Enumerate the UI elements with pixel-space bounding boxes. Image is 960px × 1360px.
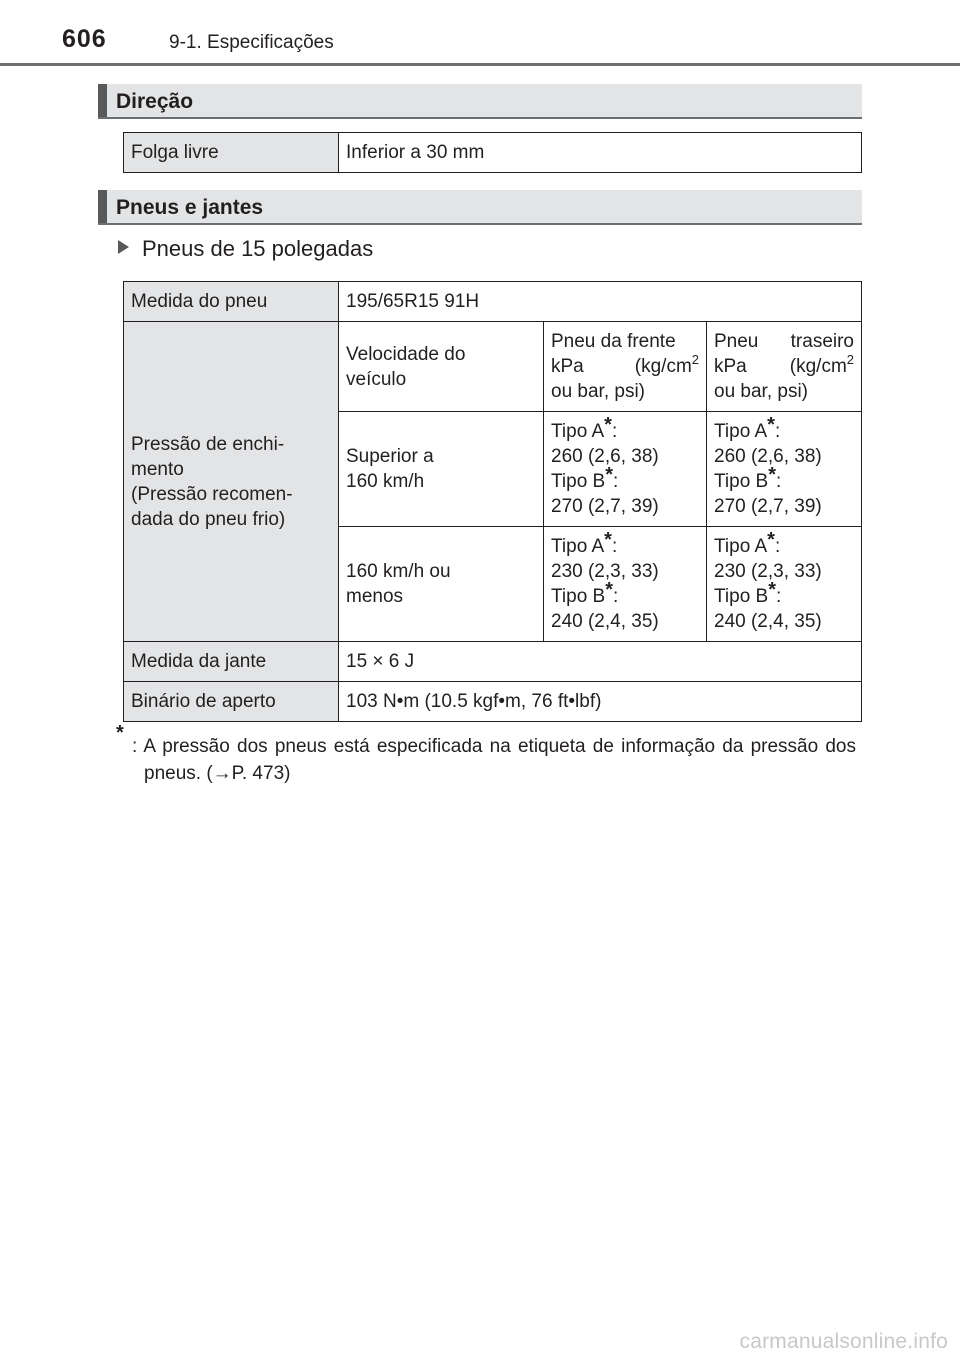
asterisk: * xyxy=(768,579,777,601)
table-row xyxy=(124,133,862,173)
asterisk: * xyxy=(767,414,775,436)
free-play-label: Folga livre xyxy=(124,133,339,173)
colon: : xyxy=(613,471,619,492)
rear-header-word: Pneu xyxy=(714,331,759,352)
front-header-unit-line xyxy=(551,354,699,379)
type-a-label xyxy=(714,414,854,444)
colon: : xyxy=(774,421,781,442)
front-tire-header xyxy=(544,322,707,412)
rear-pressure-high xyxy=(707,412,862,527)
tire-size-value: 195/65R15 91H xyxy=(339,282,862,322)
front-header-line: Pneu da frente xyxy=(551,331,676,352)
pressure-value: 230 (2,3, 33) xyxy=(551,561,659,582)
type-text: Tipo A xyxy=(714,536,768,557)
colon: : xyxy=(774,536,781,557)
triangle-bullet-icon xyxy=(118,240,129,254)
pressure-value: 270 (2,7, 39) xyxy=(714,496,822,517)
tyres-table xyxy=(123,281,862,722)
table-row xyxy=(124,642,862,682)
rear-header-line: ou bar, psi) xyxy=(714,381,808,402)
type-b-label xyxy=(551,464,699,494)
colon: : xyxy=(776,586,782,607)
footnote: * : A pressão dos pneus está especificada na etiqueta de informação da pressão dos pneus. (→P. 473) xyxy=(116,733,856,787)
type-text: Tipo B xyxy=(551,586,606,607)
type-b-label xyxy=(714,579,854,609)
colon: : xyxy=(611,421,618,442)
torque-value: 103 N•m (10.5 kgf•m, 76 ft•lbf) xyxy=(339,682,862,722)
speed-header xyxy=(339,322,544,412)
asterisk: * xyxy=(604,414,612,436)
section-path: 9-1. Especificações xyxy=(169,32,334,53)
rear-pressure-low xyxy=(707,527,862,642)
table-row xyxy=(124,682,862,722)
table-row xyxy=(124,322,862,412)
front-pressure-high xyxy=(544,412,707,527)
pressure-value: 270 (2,7, 39) xyxy=(551,496,659,517)
speed-header-line: veículo xyxy=(346,368,407,390)
front-header-line: ou bar, psi) xyxy=(551,381,645,402)
footnote-text: : A pressão dos pneus está especificada na etiqueta de informação da pressão dos pneus. (→P. 473) xyxy=(132,736,856,784)
type-text: Tipo B xyxy=(714,471,769,492)
unit-kgcm: (kg/cm xyxy=(634,356,692,377)
header-rule xyxy=(0,63,960,66)
speed-line: 160 km/h xyxy=(346,471,425,492)
pressure-value: 240 (2,4, 35) xyxy=(714,611,822,632)
heading-bar xyxy=(98,84,107,117)
pressure-value: 260 (2,6, 38) xyxy=(551,446,659,467)
colon: : xyxy=(613,586,619,607)
tire-size-label: Medida do pneu xyxy=(124,282,339,322)
pressure-value: 230 (2,3, 33) xyxy=(714,561,822,582)
speed-high xyxy=(339,412,544,527)
colon: : xyxy=(776,471,782,492)
rear-header-word: traseiro xyxy=(790,331,854,352)
page-header xyxy=(0,0,960,66)
torque-label: Binário de aperto xyxy=(124,682,339,722)
asterisk: * xyxy=(604,529,612,551)
steering-table xyxy=(123,132,862,173)
type-text: Tipo A xyxy=(714,421,768,442)
type-a-label xyxy=(551,414,699,444)
colon: : xyxy=(611,536,618,557)
type-text: Tipo B xyxy=(714,586,769,607)
type-a-label xyxy=(551,529,699,559)
pressure-label-line: dada do pneu frio) xyxy=(131,508,286,530)
rear-tire-header xyxy=(707,322,862,412)
speed-line: menos xyxy=(346,586,404,607)
unit-kgcm: (kg/cm xyxy=(789,356,847,377)
type-text: Tipo A xyxy=(551,421,605,442)
speed-header-line: Velocidade do xyxy=(346,343,466,365)
rear-header-title-line xyxy=(714,329,854,354)
pressure-value: 260 (2,6, 38) xyxy=(714,446,822,467)
table-row xyxy=(124,282,862,322)
type-text: Tipo A xyxy=(551,536,605,557)
free-play-value: Inferior a 30 mm xyxy=(339,133,862,173)
type-b-label xyxy=(714,464,854,494)
heading-bar xyxy=(98,190,107,223)
pressure-label-line: Pressão de enchi- xyxy=(131,433,285,455)
pressure-label-line: mento xyxy=(131,458,184,480)
front-pressure-low xyxy=(544,527,707,642)
speed-low xyxy=(339,527,544,642)
asterisk: * xyxy=(768,464,777,486)
type-text: Tipo B xyxy=(551,471,606,492)
rim-size-value: 15 × 6 J xyxy=(339,642,862,682)
asterisk: * xyxy=(605,579,614,601)
superscript: 2 xyxy=(691,352,699,367)
unit-kpa: kPa xyxy=(714,356,747,377)
unit-kpa: kPa xyxy=(551,356,584,377)
pressure-label xyxy=(124,322,339,642)
section-heading-steering xyxy=(98,84,862,119)
asterisk: * xyxy=(767,529,775,551)
speed-line: 160 km/h ou xyxy=(346,561,451,582)
rim-size-label: Medida da jante xyxy=(124,642,339,682)
section-heading-tyres xyxy=(98,190,862,225)
pressure-label-line: (Pressão recomen- xyxy=(131,483,293,505)
rear-header-unit-line xyxy=(714,354,854,379)
speed-line: Superior a xyxy=(346,446,434,467)
page-number: 606 xyxy=(62,25,107,53)
section-title: Pneus e jantes xyxy=(116,196,264,219)
watermark: carmanualsonline.info xyxy=(739,1330,948,1353)
pressure-value: 240 (2,4, 35) xyxy=(551,611,659,632)
type-b-label xyxy=(551,579,699,609)
type-a-label xyxy=(714,529,854,559)
section-title: Direção xyxy=(116,90,194,113)
asterisk: * xyxy=(605,464,614,486)
tyre-subheading xyxy=(118,236,373,262)
superscript: 2 xyxy=(846,352,854,367)
subheading-text: Pneus de 15 polegadas xyxy=(142,236,374,261)
